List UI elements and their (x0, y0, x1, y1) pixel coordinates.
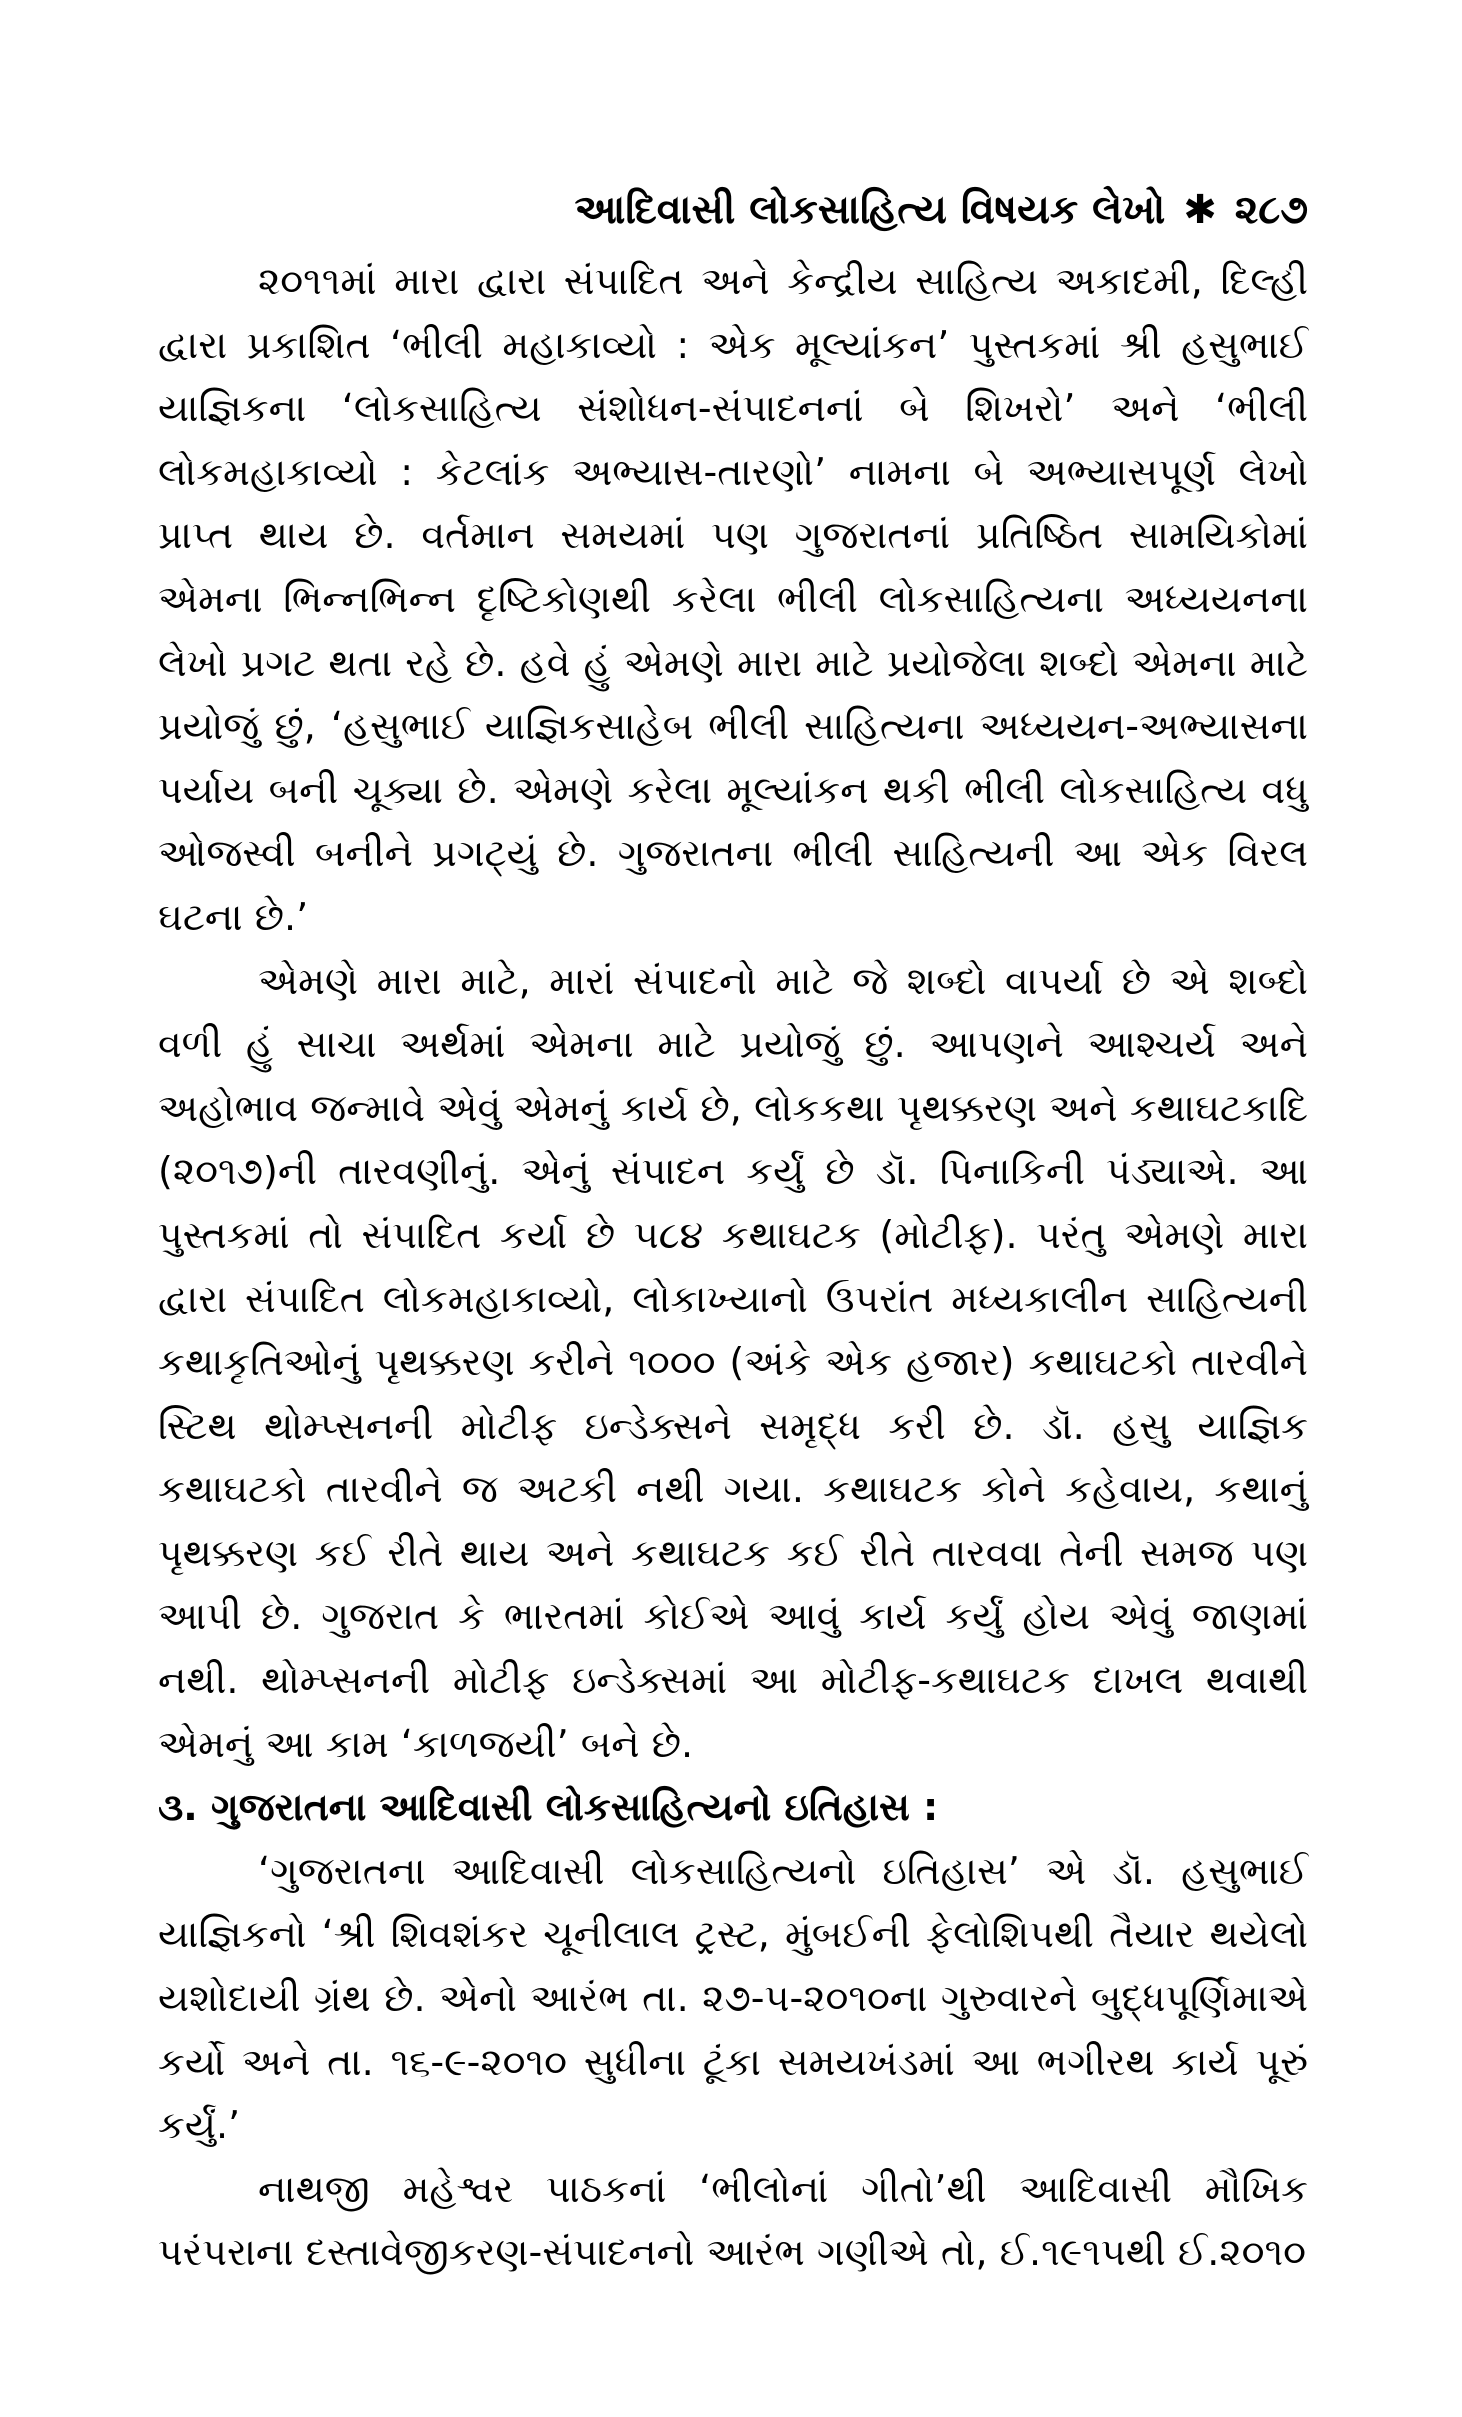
body-paragraph-1: ૨૦૧૧માં મારા દ્વારા સંપાદિત અને કેન્દ્રીય સાહિત્ય અકાદમી, દિલ્હી દ્વારા પ્રકાશિત ‘ભીલી મહાકાવ્યો : એક મૂલ્યાંકન’ પુસ્તકમાં શ્રી હસુભાઈ યાજ્ઞિકના ‘લોકસાહિત્ય સંશોધન-સંપાદનનાં બે શિખરો’ અને ‘ભીલી લોકમહાકાવ્યો : કેટલાંક અભ્યાસ-તારણો’ નામના બે અભ્યાસપૂર્ણ લેખો પ્રાપ્ત થાય છે. વર્તમાન સમયમાં પણ ગુજરાતનાં પ્રતિષ્ઠિત સામયિકોમાં એમના ભિન્નભિન્ન દૃષ્ટિકોણથી કરેલા ભીલી લોકસાહિત્યના અધ્યયનના લેખો પ્રગટ થતા રહે છે. હવે હું એમણે મારા માટે પ્રયોજેલા શબ્દો એમના માટે પ્રયોજું છું, ‘હસુભાઈ યાજ્ઞિકસાહેબ ભીલી સાહિત્યના અધ્યયન-અભ્યાસના પર્યાય બની ચૂક્યા છે. એમણે કરેલા મૂલ્યાંકન થકી ભીલી લોકસાહિત્ય વધુ ઓજસ્વી બનીને પ્રગટ્યું છે. ગુજરાતના ભીલી સાહિત્યની આ એક વિરલ ઘટના છે.’ (158, 259, 1308, 939)
body-paragraph-2: એમણે મારા માટે, મારાં સંપાદનો માટે જે શબ્દો વાપર્યા છે એ શબ્દો વળી હું સાચા અર્થમાં એમના માટે પ્રયોજું છું. આપણને આશ્ચર્ય અને અહોભાવ જન્માવે એવું એમનું કાર્ય છે, લોકકથા પૃથક્કરણ અને કથાઘટકાદિ (૨૦૧૭)ની તારવણીનું. એનું સંપાદન કર્યું છે ડૉ. પિનાકિની પંડ્યાએ. આ પુસ્તકમાં તો સંપાદિત કર્યા છે ૫૮૪ કથાઘટક (મોટીફ). પરંતુ એમણે મારા દ્વારા સંપાદિત લોકમહાકાવ્યો, લોકાખ્યાનો ઉપરાંત મધ્યકાલીન સાહિત્યની કથાકૃતિઓનું પૃથક્કરણ કરીને ૧૦૦૦ (અંકે એક હજાર) કથાઘટકો તારવીને સ્ટિથ થોમ્પ્સનની મોટીફ ઇન્ડેક્સને સમૃદ્ધ કરી છે. ડૉ. હસુ યાજ્ઞિક કથાઘટકો તારવીને જ અટકી નથી ગયા. કથાઘટક કોને કહેવાય, કથાનું પૃથક્કરણ કઈ રીતે થાય અને કથાઘટક કઈ રીતે તારવવા તેની સમજ પણ આપી છે. ગુજરાત કે ભારતમાં કોઈએ આવું કાર્ય કર્યું હોય એવું જાણમાં નથી. થોમ્પ્સનની મોટીફ ઇન્ડેક્સમાં આ મોટીફ-કથાઘટક દાખલ થવાથી એમનું આ કામ ‘કાળજયી’ બને છે. (158, 958, 1308, 1766)
section-heading: ૩. ગુજરાતના આદિવાસી લોકસાહિત્યનો ઇતિહાસ : (158, 1785, 939, 1830)
running-head (158, 180, 1308, 250)
book-page (158, 180, 1308, 2285)
asterisk-separator-icon: ✱ (1183, 187, 1217, 233)
section-paragraph-2: નાથજી મહેશ્વર પાઠકનાં ‘ભીલોનાં ગીતો’થી આદિવાસી મૌખિક પરંપરાના દસ્તાવેજીકરણ-સંપાદનનો આરંભ ગણીએ તો, ઈ.૧૯૧૫થી ઈ.૨૦૧૦ (158, 2166, 1308, 2275)
section-paragraph-1: ‘ગુજરાતના આદિવાસી લોકસાહિત્યનો ઇતિહાસ’ એ ડૉ. હસુભાઈ યાજ્ઞિકનો ‘શ્રી શિવશંકર ચૂનીલાલ ટ્રસ્ટ, મુંબઈની ફેલોશિપથી તૈયાર થયેલો યશોદાયી ગ્રંથ છે. એનો આરંભ તા. ૨૭-૫-૨૦૧૦ના ગુરુવારને બુદ્ધપૂર્ણિમાએ કર્યો અને તા. ૧૬-૯-૨૦૧૦ સુધીના ટૂંકા સમયખંડમાં આ ભગીરથ કાર્ય પૂરું કર્યું.’ (158, 1848, 1308, 2148)
page-number: ૨૮૭ (1234, 187, 1308, 233)
running-head-title: આદિવાસી લોકસાહિત્ય વિષયક લેખો (574, 187, 1166, 233)
